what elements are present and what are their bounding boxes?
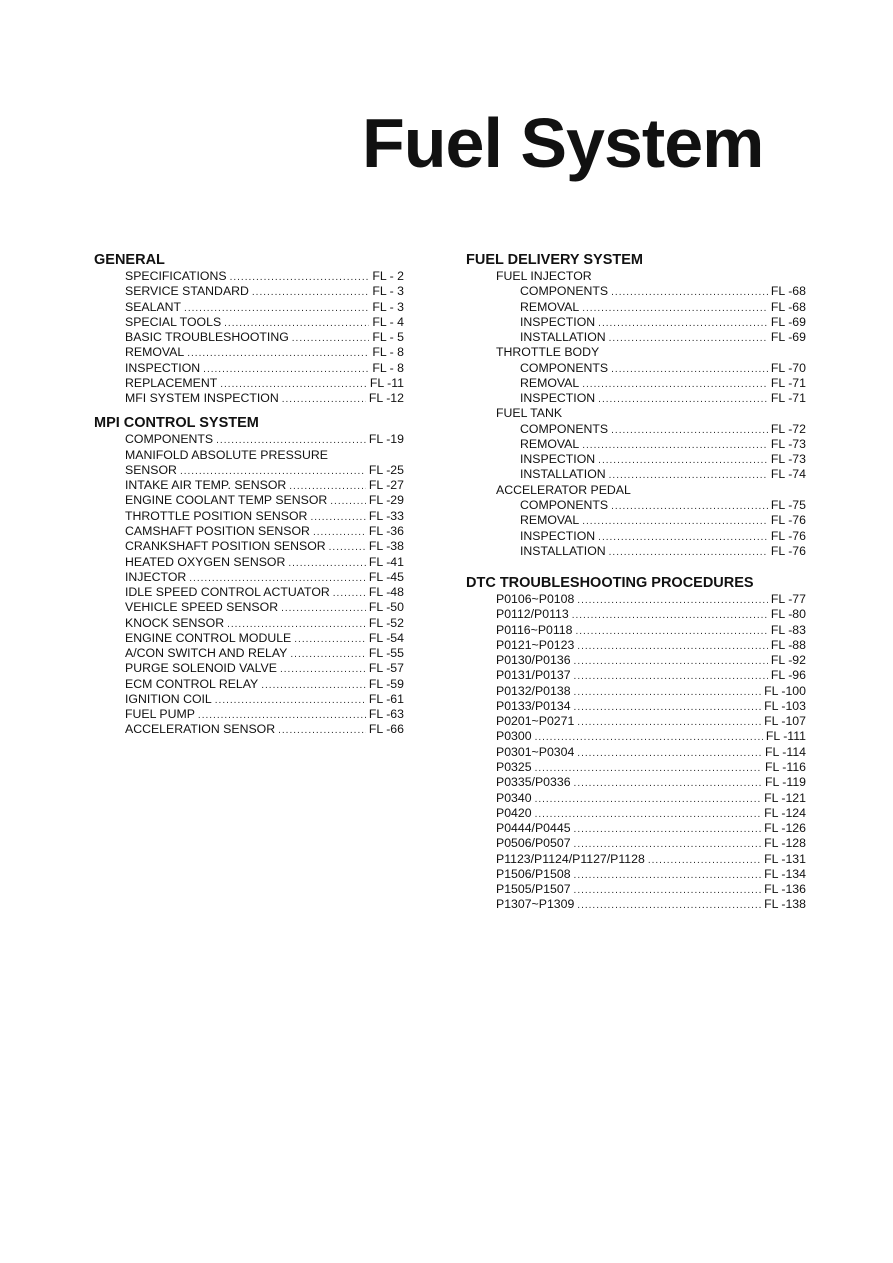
toc-entry-page: FL -76 xyxy=(770,543,806,558)
toc-entry-page: FL -83 xyxy=(770,622,806,637)
toc-entry[interactable] xyxy=(94,646,404,661)
toc-entry-page: FL -96 xyxy=(770,668,806,683)
toc-entry-label: COMPONENTS xyxy=(520,421,609,436)
toc-entry[interactable] xyxy=(94,570,404,585)
toc-entry-page: FL -76 xyxy=(770,513,806,528)
toc-entry-page: FL -77 xyxy=(770,592,806,607)
toc-entry[interactable] xyxy=(94,677,404,692)
toc-entry[interactable] xyxy=(94,315,404,330)
toc-entry[interactable] xyxy=(466,592,806,607)
toc-entry[interactable] xyxy=(466,897,806,912)
toc-entry-label: P0121~P0123 xyxy=(496,637,575,652)
toc-entry-page: FL -100 xyxy=(764,683,806,698)
toc-entry[interactable] xyxy=(466,714,806,729)
dot-leader xyxy=(574,700,762,715)
toc-entry[interactable] xyxy=(466,437,806,452)
dot-leader xyxy=(203,362,369,377)
toc-entry[interactable] xyxy=(466,791,806,806)
toc-entry[interactable] xyxy=(466,498,806,513)
toc-entry[interactable] xyxy=(466,867,806,882)
toc-entry[interactable] xyxy=(466,806,806,821)
dot-leader xyxy=(290,647,366,662)
toc-entry-page: FL -114 xyxy=(764,744,806,759)
toc-entry[interactable] xyxy=(94,376,404,391)
toc-entry-page: FL -92 xyxy=(770,653,806,668)
toc-entry-page: FL -36 xyxy=(368,523,404,538)
dot-leader xyxy=(574,654,768,669)
toc-entry-label: REMOVAL xyxy=(125,345,185,360)
toc-entry-page: FL -76 xyxy=(770,528,806,543)
toc-entry-page: FL - 2 xyxy=(372,269,404,283)
toc-entry-page: FL -107 xyxy=(764,714,806,729)
dot-leader xyxy=(598,316,768,331)
toc-entry-label: COMPONENTS xyxy=(520,360,609,375)
dot-leader xyxy=(574,868,762,883)
section-heading: GENERAL xyxy=(94,252,165,268)
toc-entry-page: FL -63 xyxy=(368,707,404,722)
toc-entry[interactable] xyxy=(466,745,806,760)
toc-entry-page: FL -103 xyxy=(764,698,806,713)
section-heading: MPI CONTROL SYSTEM xyxy=(94,415,259,432)
toc-entry-page: FL - 4 xyxy=(372,314,404,329)
toc-entry-label: INTAKE AIR TEMP. SENSOR xyxy=(125,478,287,493)
toc-entry-label: HEATED OXYGEN SENSOR xyxy=(125,554,286,569)
toc-entry-label: PURGE SOLENOID VALVE xyxy=(125,661,277,676)
dot-leader xyxy=(280,662,366,677)
toc-entry[interactable] xyxy=(466,836,806,851)
dot-leader xyxy=(648,853,761,868)
toc-entry-page: FL -72 xyxy=(770,421,806,436)
toc-subgroup[interactable]: FUEL TANK xyxy=(496,406,563,421)
toc-entry-label: ENGINE COOLANT TEMP SENSOR xyxy=(125,493,328,508)
dot-leader xyxy=(609,331,768,346)
dot-leader xyxy=(278,723,366,738)
toc-left-column xyxy=(94,252,404,738)
toc-entry[interactable] xyxy=(94,493,404,508)
toc-entry-label: P0132/P0138 xyxy=(496,683,571,698)
toc-entry-page: FL -33 xyxy=(368,508,404,523)
toc-entry[interactable] xyxy=(466,882,806,897)
toc-entry-label: SERVICE STANDARD xyxy=(125,284,249,299)
toc-entry-label: SENSOR xyxy=(125,462,177,477)
toc-entry[interactable] xyxy=(466,330,806,345)
dot-leader xyxy=(611,499,768,514)
toc-entry[interactable] xyxy=(466,623,806,638)
dot-leader xyxy=(535,807,762,822)
toc-entry[interactable] xyxy=(94,524,404,539)
dot-leader xyxy=(330,494,366,509)
toc-entry-page: FL -29 xyxy=(368,493,404,508)
toc-entry[interactable] xyxy=(466,513,806,528)
dot-leader xyxy=(598,453,768,468)
toc-entry[interactable] xyxy=(466,361,806,376)
toc-entry-page: FL -119 xyxy=(764,775,806,790)
dot-leader xyxy=(598,392,768,407)
dot-leader xyxy=(230,270,370,285)
toc-entry-page: FL -48 xyxy=(368,585,404,600)
dot-leader xyxy=(574,685,762,700)
toc-entry-page: FL -52 xyxy=(368,615,404,630)
toc-entry-page: FL - 8 xyxy=(372,345,404,360)
dot-leader xyxy=(582,301,768,316)
toc-entry[interactable] xyxy=(94,631,404,646)
toc-subgroup[interactable]: FUEL INJECTOR xyxy=(496,269,592,283)
toc-entry-label: CAMSHAFT POSITION SENSOR xyxy=(125,523,310,538)
dot-leader xyxy=(224,316,369,331)
toc-entry-label: P0112/P0113 xyxy=(496,607,569,622)
dot-leader xyxy=(574,837,762,852)
toc-entry[interactable] xyxy=(94,448,404,463)
toc-entry[interactable] xyxy=(94,585,404,600)
toc-entry-page: FL -25 xyxy=(368,462,404,477)
dot-leader xyxy=(252,285,369,300)
toc-entry[interactable] xyxy=(94,600,404,615)
toc-entry-label: SPECIAL TOOLS xyxy=(125,314,222,329)
dot-leader xyxy=(281,601,366,616)
dot-leader xyxy=(609,468,768,483)
toc-entry-label: INSTALLATION xyxy=(520,467,606,482)
dot-leader xyxy=(313,525,366,540)
toc-entry[interactable] xyxy=(466,544,806,559)
dot-leader xyxy=(582,377,768,392)
toc-entry[interactable] xyxy=(94,391,404,406)
toc-entry-label: P0106~P0108 xyxy=(496,592,575,607)
toc-subgroup[interactable]: ACCELERATOR PEDAL xyxy=(496,482,631,497)
toc-entry[interactable] xyxy=(466,607,806,622)
toc-entry-label: FUEL PUMP xyxy=(125,707,195,722)
toc-entry-label: COMPONENTS xyxy=(520,497,609,512)
toc-entry-page: FL -50 xyxy=(368,600,404,615)
section-heading: FUEL DELIVERY SYSTEM xyxy=(466,252,643,268)
dot-leader xyxy=(577,898,761,913)
toc-entry-label: REMOVAL xyxy=(520,513,580,528)
toc-entry[interactable] xyxy=(94,692,404,707)
toc-entry[interactable] xyxy=(466,852,806,867)
toc-entry-page: FL -80 xyxy=(770,607,806,622)
toc-entry-label: P0335/P0336 xyxy=(496,775,571,790)
toc-entry-label: REMOVAL xyxy=(520,436,580,451)
dot-leader xyxy=(329,540,366,555)
dot-leader xyxy=(189,571,366,586)
toc-entry-page: FL -27 xyxy=(368,478,404,493)
toc-entry-label: P0420 xyxy=(496,805,532,820)
toc-entry-page: FL - 3 xyxy=(372,299,404,314)
toc-entry-label: P1307~P1309 xyxy=(496,897,575,912)
toc-entry-page: FL -74 xyxy=(770,467,806,482)
toc-entry-page: FL -134 xyxy=(764,866,806,881)
toc-entry-page: FL -136 xyxy=(764,882,806,897)
toc-entry-page: FL -57 xyxy=(368,661,404,676)
toc-entry[interactable] xyxy=(94,707,404,722)
dot-leader xyxy=(289,479,366,494)
toc-entry[interactable] xyxy=(466,684,806,699)
toc-entry[interactable] xyxy=(466,529,806,544)
toc-entry[interactable] xyxy=(94,478,404,493)
toc-entry-page: FL -128 xyxy=(764,836,806,851)
toc-entry-page: FL -68 xyxy=(770,299,806,314)
toc-entry-label: INSPECTION xyxy=(520,314,596,329)
toc-entry-page: FL -126 xyxy=(764,821,806,836)
toc-entry[interactable] xyxy=(94,555,404,570)
dot-leader xyxy=(582,438,768,453)
toc-entry[interactable] xyxy=(466,699,806,714)
dot-leader xyxy=(577,639,768,654)
toc-entry-label: INSPECTION xyxy=(520,452,596,467)
toc-entry[interactable] xyxy=(94,432,404,447)
toc-entry-page: FL -71 xyxy=(770,375,806,390)
toc-entry-label: INSTALLATION xyxy=(520,543,606,558)
toc-entry-label: KNOCK SENSOR xyxy=(125,615,225,630)
toc-entry-page: FL -73 xyxy=(770,452,806,467)
dot-leader xyxy=(574,883,762,898)
toc-entry-label: CRANKSHAFT POSITION SENSOR xyxy=(125,539,326,554)
toc-entry-label: THROTTLE POSITION SENSOR xyxy=(125,508,308,523)
toc-entry-label: MANIFOLD ABSOLUTE PRESSURE xyxy=(125,447,328,462)
dot-leader xyxy=(574,822,762,837)
dot-leader xyxy=(292,331,370,346)
dot-leader xyxy=(187,346,369,361)
toc-entry-page: FL -73 xyxy=(770,436,806,451)
toc-entry-page: FL -59 xyxy=(368,676,404,691)
toc-entry-label: COMPONENTS xyxy=(520,284,609,299)
toc-entry-label: INSPECTION xyxy=(520,528,596,543)
toc-entry-page: FL -68 xyxy=(770,284,806,299)
dot-leader xyxy=(310,510,365,525)
toc-entry-label: VEHICLE SPEED SENSOR xyxy=(125,600,279,615)
dot-leader xyxy=(282,392,366,407)
toc-entry-label: P0300 xyxy=(496,729,532,744)
toc-entry[interactable] xyxy=(94,269,404,284)
dot-leader xyxy=(180,464,366,479)
toc-entry-label: REMOVAL xyxy=(520,299,580,314)
toc-entry[interactable] xyxy=(94,300,404,315)
toc-entry[interactable] xyxy=(466,775,806,790)
toc-entry-label: P1505/P1507 xyxy=(496,882,571,897)
toc-entry-label: INSPECTION xyxy=(125,360,201,375)
toc-entry[interactable] xyxy=(466,638,806,653)
dot-leader xyxy=(609,545,768,560)
toc-entry[interactable] xyxy=(94,463,404,478)
toc-entry-label: P0131/P0137 xyxy=(496,668,571,683)
toc-entry-page: FL -38 xyxy=(368,539,404,554)
toc-entry-page: FL -124 xyxy=(764,805,806,820)
toc-entry[interactable] xyxy=(466,391,806,406)
toc-entry[interactable] xyxy=(466,284,806,299)
toc-entry-page: FL -45 xyxy=(368,569,404,584)
dot-leader xyxy=(577,593,768,608)
toc-entry-label: P1506/P1508 xyxy=(496,866,571,881)
toc-entry[interactable] xyxy=(94,330,404,345)
toc-entry-label: SPECIFICATIONS xyxy=(125,269,227,283)
toc-entry-page: FL - 5 xyxy=(372,330,404,345)
toc-entry-page: FL -131 xyxy=(764,851,806,866)
toc-entry[interactable] xyxy=(94,509,404,524)
toc-entry-page: FL -88 xyxy=(770,637,806,652)
toc-entry-page: FL -12 xyxy=(368,391,404,406)
dot-leader xyxy=(611,285,768,300)
toc-entry-label: MFI SYSTEM INSPECTION xyxy=(125,391,279,406)
section-heading: DTC TROUBLESHOOTING PROCEDURES xyxy=(466,575,754,592)
dot-leader xyxy=(582,514,768,529)
toc-entry-label: ENGINE CONTROL MODULE xyxy=(125,630,292,645)
toc-entry-page: FL -41 xyxy=(368,554,404,569)
toc-entry[interactable] xyxy=(466,376,806,391)
toc-entry[interactable] xyxy=(94,284,404,299)
toc-entry-label: REPLACEMENT xyxy=(125,375,218,390)
dot-leader xyxy=(294,632,366,647)
dot-leader xyxy=(535,761,762,776)
toc-entry-label: ACCELERATION SENSOR xyxy=(125,722,276,737)
toc-entry-page: FL -116 xyxy=(764,759,806,774)
toc-entry-page: FL -11 xyxy=(369,375,404,390)
toc-entry-page: FL - 8 xyxy=(372,360,404,375)
toc-entry-label: INSPECTION xyxy=(520,391,596,406)
toc-entry[interactable] xyxy=(94,661,404,676)
toc-entry-label: P1123/P1124/P1127/P1128 xyxy=(496,851,645,866)
toc-entry-page: FL -138 xyxy=(764,897,806,912)
toc-entry[interactable] xyxy=(94,616,404,631)
toc-entry-label: P0116~P0118 xyxy=(496,622,573,637)
toc-subgroup[interactable]: THROTTLE BODY xyxy=(496,345,600,360)
page-title: Fuel System xyxy=(362,104,764,182)
dot-leader xyxy=(535,792,762,807)
dot-leader xyxy=(574,669,768,684)
dot-leader xyxy=(215,693,366,708)
toc-entry[interactable] xyxy=(466,315,806,330)
toc-entry-label: INJECTOR xyxy=(125,569,187,584)
toc-entry-label: ECM CONTROL RELAY xyxy=(125,676,259,691)
toc-entry-page: FL -71 xyxy=(770,391,806,406)
toc-entry-label: P0133/P0134 xyxy=(496,698,571,713)
toc-entry-page: FL -61 xyxy=(368,691,404,706)
toc-entry-page: FL -54 xyxy=(368,630,404,645)
dot-leader xyxy=(184,301,369,316)
dot-leader xyxy=(577,746,762,761)
toc-right-column xyxy=(466,252,806,913)
toc-entry-page: FL -121 xyxy=(764,790,806,805)
toc-entry-page: FL -75 xyxy=(770,497,806,512)
toc-entry[interactable] xyxy=(466,653,806,668)
dot-leader xyxy=(333,586,366,601)
dot-leader xyxy=(227,617,366,632)
toc-entry-label: IGNITION COIL xyxy=(125,691,212,706)
toc-entry-page: FL -19 xyxy=(368,432,404,447)
toc-entry-page: FL -69 xyxy=(770,330,806,345)
toc-entry-label: P0340 xyxy=(496,790,532,805)
dot-leader xyxy=(216,433,366,448)
toc-entry-label: P0201~P0271 xyxy=(496,714,575,729)
toc-entry-label: P0506/P0507 xyxy=(496,836,571,851)
toc-entry-label: P0444/P0445 xyxy=(496,821,571,836)
dot-leader xyxy=(288,556,366,571)
toc-entry[interactable] xyxy=(466,729,806,744)
dot-leader xyxy=(577,715,761,730)
dot-leader xyxy=(611,423,768,438)
toc-entry[interactable] xyxy=(94,361,404,376)
toc-entry[interactable] xyxy=(466,668,806,683)
dot-leader xyxy=(535,730,763,745)
toc-entry-label: P0130/P0136 xyxy=(496,653,571,668)
dot-leader xyxy=(261,678,366,693)
toc-entry[interactable] xyxy=(94,722,404,737)
dot-leader xyxy=(598,530,768,545)
toc-entry[interactable] xyxy=(94,345,404,360)
toc-entry-page: FL - 3 xyxy=(372,284,404,299)
toc-entry-label: COMPONENTS xyxy=(125,432,214,447)
toc-entry-page: FL -66 xyxy=(368,722,404,737)
toc-entry[interactable] xyxy=(466,452,806,467)
toc-entry[interactable] xyxy=(466,300,806,315)
dot-leader xyxy=(611,362,768,377)
toc-entry-page: FL -70 xyxy=(770,360,806,375)
toc-entry[interactable] xyxy=(466,760,806,775)
toc-entry-page: FL -55 xyxy=(368,646,404,661)
toc-entry-page: FL -69 xyxy=(770,314,806,329)
toc-entry[interactable] xyxy=(466,422,806,437)
toc-entry-label: SEALANT xyxy=(125,299,182,314)
toc-entry-page: FL -111 xyxy=(765,729,806,744)
toc-entry[interactable] xyxy=(466,821,806,836)
toc-entry-label: A/CON SWITCH AND RELAY xyxy=(125,646,288,661)
dot-leader xyxy=(575,624,767,639)
toc-entry-label: P0301~P0304 xyxy=(496,744,575,759)
toc-entry[interactable] xyxy=(94,539,404,554)
toc-entry[interactable] xyxy=(466,467,806,482)
dot-leader xyxy=(220,377,367,392)
toc-entry-label: REMOVAL xyxy=(520,375,580,390)
dot-leader xyxy=(574,776,762,791)
dot-leader xyxy=(198,708,366,723)
toc-entry-label: P0325 xyxy=(496,759,532,774)
toc-entry-label: IDLE SPEED CONTROL ACTUATOR xyxy=(125,585,330,600)
dot-leader xyxy=(572,608,768,623)
toc-entry-label: INSTALLATION xyxy=(520,330,606,345)
toc-entry-label: BASIC TROUBLESHOOTING xyxy=(125,330,289,345)
